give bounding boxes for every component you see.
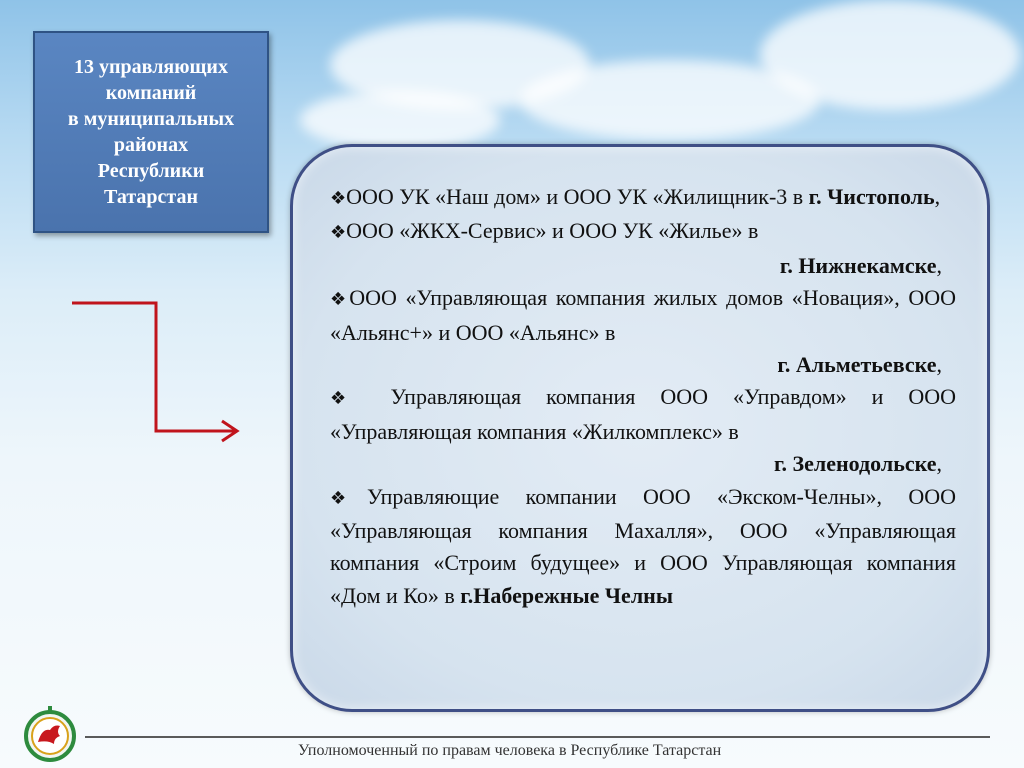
diamond-bullet-icon: ❖ [330,289,350,311]
diamond-bullet-icon: ❖ [330,188,347,209]
item-text: ООО УК «Наш дом» и ООО УК «Жилищник-3 в [346,184,809,209]
list-item [330,181,956,215]
item-suffix: , [936,252,942,278]
city-line [330,349,956,381]
title-line: 13 управляющих [74,56,228,78]
footer-divider [85,736,990,738]
list-item [330,282,956,349]
city-line [330,448,956,480]
city-name: г. Чистополь [808,184,935,209]
title-box [33,31,269,233]
title-line: Республики [97,160,205,182]
item-text: Управляющие компании ООО «Экском-Челны», ООО «Управляющая компания Махалля», ООО «Управляющая компания «Строим будущее» и ООО Управляющая компания «Дом и Ко» в [330,483,956,608]
footer-text: Уполномоченный по правам человека в Республике Татарстан [298,742,722,759]
title-text [62,54,240,210]
list-item [330,381,956,448]
item-text: ООО «ЖКХ-Сервис» и ООО УК «Жилье» в [346,218,759,244]
item-suffix: , [936,451,942,477]
list-item [330,215,956,249]
diamond-bullet-icon: ❖ [330,487,368,509]
title-line: районах [113,134,189,156]
city-name: г.Набережные Челны [460,582,674,608]
list-item [330,481,956,613]
title-line: Татарстан [104,186,198,208]
city-line [330,250,956,282]
item-text: ООО «Управляющая компания жилых домов «Новация», ООО «Альянс+» и ООО «Альянс» в [330,285,956,345]
city-name: г. Альметьевске [777,352,937,378]
tatarstan-emblem-icon [24,702,76,764]
connector-arrow-icon [70,295,245,445]
cloud [300,90,500,150]
title-line: в муниципальных [67,108,235,130]
cloud [760,0,1020,110]
company-list [330,181,956,612]
title-line: компаний [105,82,197,104]
city-name: г. Зеленодольске [773,451,937,477]
diamond-bullet-icon: ❖ [330,222,347,244]
diamond-bullet-icon: ❖ [330,388,366,410]
city-name: г. Нижнекамске [779,252,937,278]
item-suffix: , [934,184,941,209]
item-text: Управляющая компания ООО «Управдом» и ООО «Управляющая компания «Жилкомплекс» в [330,384,957,444]
content-box [290,144,990,712]
item-suffix: , [936,352,942,378]
